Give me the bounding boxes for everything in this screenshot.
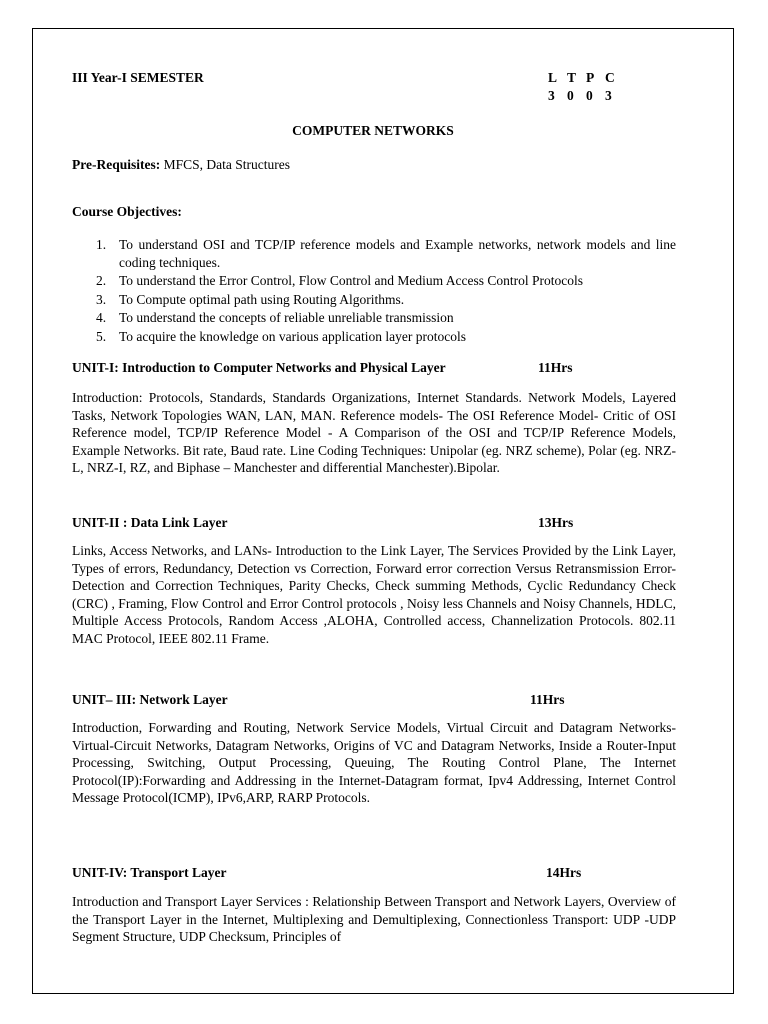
unit-2-title: UNIT-II : Data Link Layer — [72, 515, 228, 530]
objective-text: To Compute optimal path using Routing Algorithms. — [119, 291, 405, 307]
objective-text: To understand the concepts of reliable unreliable transmission — [119, 310, 454, 325]
ltpc-value-p: 0 — [586, 88, 593, 103]
prerequisites-label: Pre-Requisites: — [72, 157, 161, 172]
ltpc-value-l: 3 — [548, 88, 555, 103]
objective-item: 5. To acquire the knowledge on various application layer protocols — [96, 328, 466, 344]
objective-text: To acquire the knowledge on various application layer protocols — [119, 328, 466, 344]
objectives-heading: Course Objectives: — [72, 204, 182, 219]
unit-4-hours: 14Hrs — [546, 865, 582, 880]
ltpc-letter-p: P — [586, 70, 595, 85]
objectives-list — [96, 236, 676, 346]
objective-item: 4. To understand the concepts of reliable unreliable transmission — [96, 310, 454, 325]
objective-item: 3. To Compute optimal path using Routing Algorithms. — [96, 291, 405, 307]
ltpc-value-c: 3 — [605, 88, 612, 103]
prerequisites — [72, 156, 290, 174]
prerequisites-value: MFCS, Data Structures — [160, 157, 290, 172]
unit-1-hours: 11Hrs — [538, 360, 573, 375]
course-title: COMPUTER NETWORKS — [292, 123, 454, 138]
objective-item: 1. To understand OSI and TCP/IP reference models and Example networks, network models and line coding techniques. — [96, 237, 676, 270]
ltpc-value-t: 0 — [567, 88, 574, 103]
objective-text: To understand OSI and TCP/IP reference models and Example networks, network models and line coding techniques. — [119, 237, 676, 270]
unit-2-hours: 13Hrs — [538, 515, 574, 530]
ltpc-letter-t: T — [567, 70, 577, 85]
unit-3-content: Introduction, Forwarding and Routing, Network Service Models, Virtual Circuit and Datagram Networks-Virtual-Circuit Networks, Datagram Networks, Origins of VC and Datagram Networks, Inside a Router-Input Processing, Switching, Output Processing, Queuing, The Routing Control Plane, The Internet Protocol(IP):Forwarding and Addressing in the Internet-Datagram format, Ipv4 Addressing, Internet Control Message Protocol(ICMP), IPv6,ARP, RARP Protocols. — [72, 720, 676, 805]
ltpc-letter-c: C — [605, 70, 615, 85]
unit-1-content: Introduction: Protocols, Standards, Standards Organizations, Internet Standards. Network Models, Layered Tasks, Network Topologies WAN, LAN, MAN. Reference models- The OSI Reference Model- Critic of OSI Reference model, TCP/IP Reference Model - A Comparison of the OSI and TCP/IP Reference Models, Example Networks. Bit rate, Baud rate. Line Coding Techniques: Unipolar (eg. NRZ scheme), Polar (eg. NRZ-L, NRZ-I, RZ, and Biphase – Manchester and differential Manchester).Bipolar. — [72, 390, 676, 475]
ltpc-letter-l: L — [548, 70, 558, 85]
unit-3-hours: 11Hrs — [530, 692, 565, 707]
unit-4-content: Introduction and Transport Layer Services : Relationship Between Transport and Network Layers, Overview of the Transport Layer in the Internet, Multiplexing and Demultiplexing, Connectionless Transport: UDP -UDP Segment Structure, UDP Checksum, Principles of — [72, 894, 676, 944]
unit-3-title: UNIT– III: Network Layer — [72, 692, 228, 707]
unit-2-content: Links, Access Networks, and LANs- Introduction to the Link Layer, The Services Provided by the Link Layer, Types of errors, Redundancy, Detection vs Correction, Forward error correction Versus Retransmission Error-Detection and Correction Techniques, Parity Checks, Check summing Methods, Cyclic Redundancy Check (CRC) , Framing, Flow Control and Error Control protocols , Noisy less Channels and Noisy Channels, HDLC, Multiple Access Protocols, Random Access ,ALOHA, Controlled access, Channelization Protocols. 802.11 MAC Protocol, IEEE 802.11 Frame. — [72, 543, 676, 646]
objective-item: 2. To understand the Error Control, Flow Control and Medium Access Control Protocols — [96, 273, 584, 288]
unit-4-title: UNIT-IV: Transport Layer — [72, 865, 227, 880]
ltpc-values — [548, 87, 624, 105]
semester-label: III Year-I SEMESTER — [72, 70, 204, 85]
ltpc-letters — [548, 69, 624, 87]
unit-1-title: UNIT-I: Introduction to Computer Networks and Physical Layer — [72, 360, 446, 375]
objective-text: To understand the Error Control, Flow Control and Medium Access Control Protocols — [119, 273, 584, 288]
